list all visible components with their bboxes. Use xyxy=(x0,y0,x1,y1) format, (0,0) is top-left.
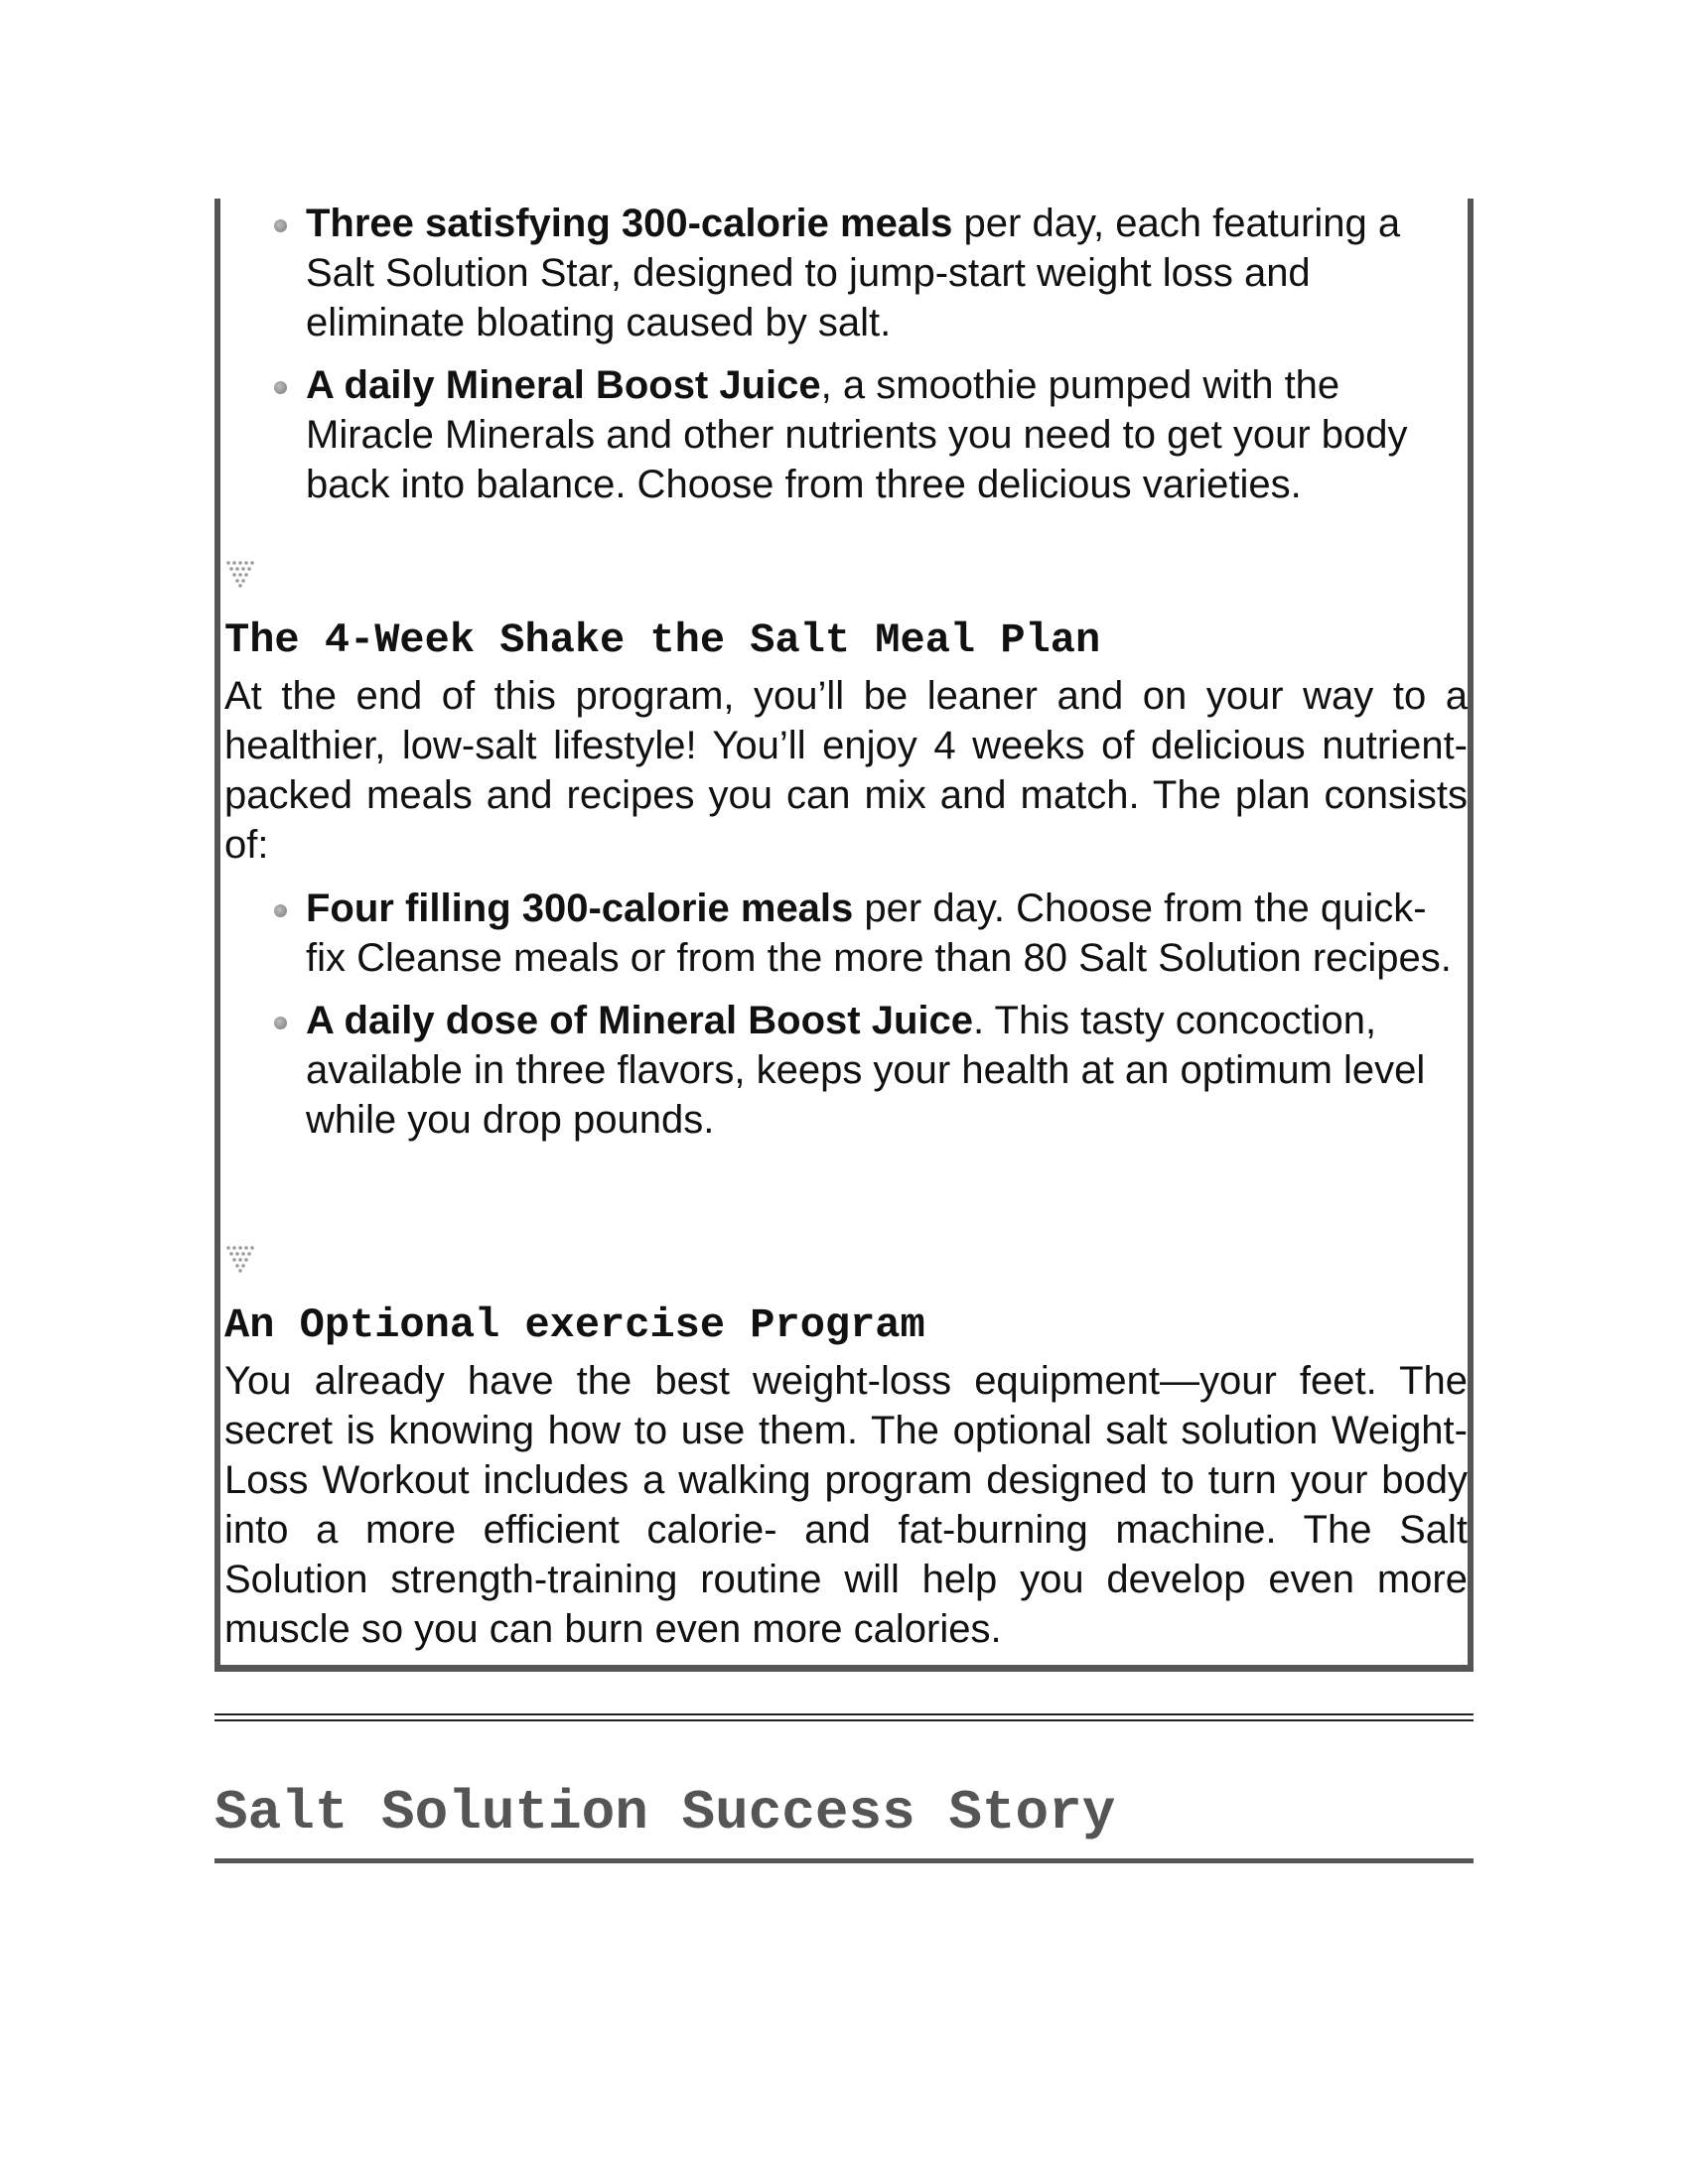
dotted-triangle-divider-icon xyxy=(224,1243,254,1273)
list-item xyxy=(306,884,1458,983)
content-box xyxy=(214,199,1474,1672)
section2-list xyxy=(306,884,1458,1158)
title-underline-rule xyxy=(214,1858,1474,1863)
list-item xyxy=(306,996,1458,1145)
list-item-text: , a smoothie pumped with the Miracle Minerals and other nutrients you need to get your body back into balance. Choose from three delicious varieties. xyxy=(306,363,1408,506)
list-item-text: per day, each featuring a Salt Solution Star, designed to jump-start weight loss and eliminate bloating caused by salt. xyxy=(306,202,1401,344)
list-item-text: . This tasty concoction, available in three flavors, keeps your health at an optimum level while you drop pounds. xyxy=(306,999,1426,1142)
dotted-triangle-divider-icon xyxy=(224,558,254,588)
bullet-dot-icon xyxy=(274,1017,287,1029)
section-heading-meal-plan: The 4-Week Shake the Salt Meal Plan xyxy=(224,616,1101,664)
list-item-bold: Four filling 300-calorie meals xyxy=(306,887,854,930)
success-story-title: Salt Solution Success Story xyxy=(214,1781,1116,1844)
section-heading-exercise: An Optional exercise Program xyxy=(224,1301,925,1349)
section-paragraph-meal-plan: At the end of this program, you’ll be leaner and on your way to a healthier, low-salt lifestyle! You’ll enjoy 4 weeks of delicious nutrient-packed meals and recipes you can mix and match. The plan consists of: xyxy=(224,674,1468,867)
list-item-text: per day. Choose from the quick-fix Cleanse meals or from the more than 80 Salt Solution recipes. xyxy=(306,887,1452,980)
section-paragraph-exercise: You already have the best weight-loss equipment—your feet. The secret is knowing how to use them. The optional salt solution Weight-Loss Workout includes a walking program designed to turn your body into a more efficient calorie- and fat-burning machine. The Salt Solution strength-training routine will help you develop even more muscle so you can burn even more calories. xyxy=(224,1359,1468,1651)
list-item xyxy=(306,360,1458,509)
bullet-dot-icon xyxy=(274,904,287,917)
bullet-dot-icon xyxy=(274,381,287,394)
list-item xyxy=(306,199,1458,347)
double-horizontal-rule xyxy=(214,1713,1474,1721)
list-item-bold: A daily dose of Mineral Boost Juice xyxy=(306,999,973,1042)
list-item-bold: Three satisfying 300-calorie meals xyxy=(306,202,953,245)
list-item-bold: A daily Mineral Boost Juice xyxy=(306,363,821,407)
bullet-dot-icon xyxy=(274,219,287,232)
section1-list xyxy=(306,199,1458,522)
